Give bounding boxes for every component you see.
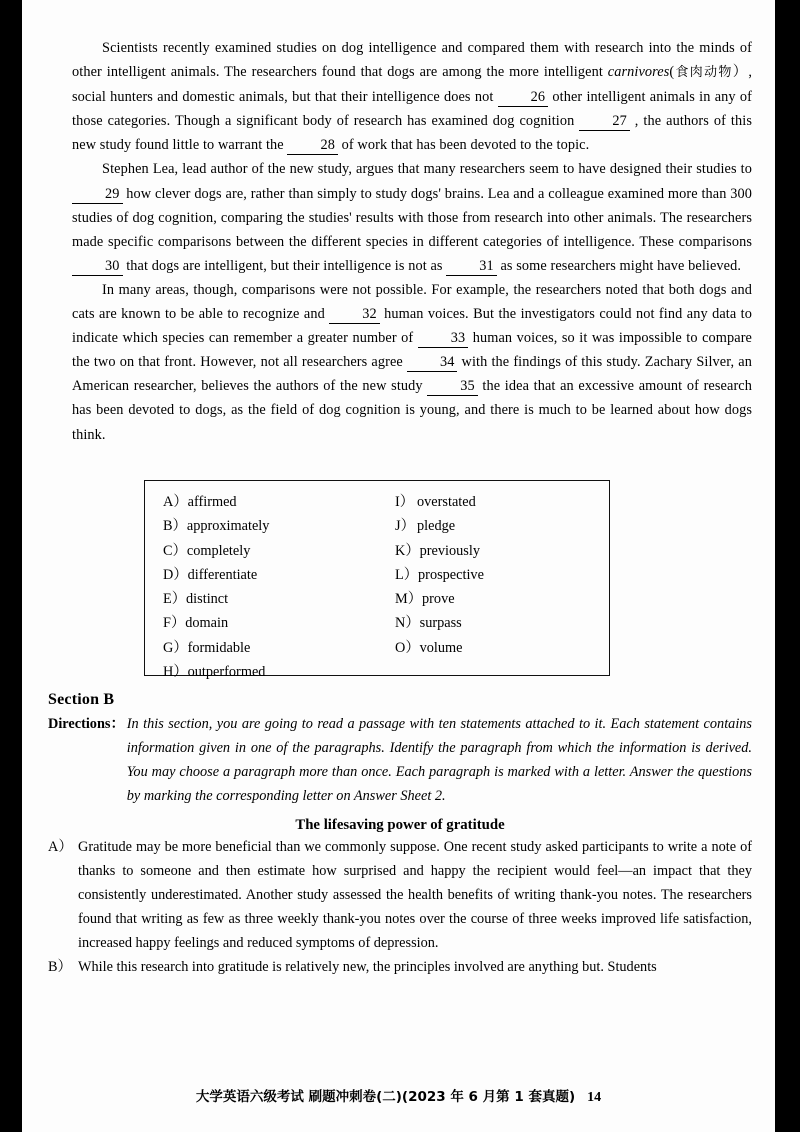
- word-bank-left-column: [163, 490, 377, 684]
- option-word: outperformed: [187, 664, 266, 681]
- answer-blank-26[interactable]: 26: [498, 88, 549, 107]
- option-word: formidable: [187, 639, 251, 656]
- option-word: affirmed: [187, 494, 237, 510]
- word-bank-option-I[interactable]: [395, 490, 609, 514]
- option-word: volume: [419, 639, 463, 656]
- text-run: In many areas, though, comparisons were not possible. For example, the researchers noted that both dogs and cats are known to be able to recognize and: [72, 281, 752, 323]
- word-bank-option-H[interactable]: [163, 660, 377, 684]
- word-bank-option-O[interactable]: [395, 636, 609, 660]
- answer-blank-35[interactable]: 35: [427, 377, 478, 396]
- text-run: Scientists recently examined studies on dog intelligence and compared them with research into the minds of other intelligent animals. The researchers found that dogs are among the more intelligent: [72, 40, 752, 81]
- word-bank-option-N[interactable]: [395, 611, 609, 635]
- option-letter: J）: [395, 518, 415, 535]
- passage-paragraph-1: [72, 36, 752, 157]
- text-run: human voices, so it was impossible to compare the two on that front. However, not all researchers agree: [72, 330, 752, 371]
- section-b-directions: [48, 712, 752, 808]
- option-word: domain: [185, 615, 229, 632]
- text-run: of work that has been devoted to the topic.: [337, 137, 590, 154]
- page-inner: [22, 0, 775, 1132]
- directions-label: Directions：: [48, 716, 125, 732]
- passage-paragraph-3: [72, 278, 752, 447]
- text-run: that dogs are intelligent, but their intelligence is not as: [122, 257, 447, 274]
- answer-blank-34[interactable]: 34: [407, 353, 458, 372]
- option-word: prove: [422, 591, 455, 608]
- option-letter: B）: [163, 518, 187, 535]
- option-letter: E）: [163, 591, 187, 608]
- text-run: with the findings of this study. Zachary Silver, an American researcher, believes the authors of the new study: [72, 354, 753, 395]
- section-b-heading: Section B: [48, 691, 115, 708]
- option-letter: L）: [395, 566, 419, 583]
- option-word: distinct: [186, 591, 229, 608]
- passage-item-B: [48, 955, 752, 979]
- answer-blank-33[interactable]: 33: [418, 329, 469, 348]
- answer-blank-27[interactable]: 27: [579, 112, 630, 131]
- word-bank-option-E[interactable]: [163, 587, 377, 611]
- section-b: [48, 691, 752, 980]
- text-run: human voices. But the investigators could not find any data to indicate which species can remember a greater number of: [72, 306, 752, 347]
- option-letter: A）: [163, 494, 188, 510]
- option-word: overstated: [417, 494, 476, 510]
- option-letter: O）: [395, 639, 420, 656]
- option-word: approximately: [186, 518, 270, 535]
- answer-blank-28[interactable]: 28: [287, 136, 338, 155]
- word-bank-option-F[interactable]: [163, 611, 377, 635]
- italic-term: carnivores: [607, 64, 670, 81]
- option-letter: I）: [395, 494, 415, 510]
- scanned-page: [22, 0, 775, 1132]
- option-letter: K）: [395, 542, 420, 559]
- option-word: differentiate: [187, 566, 258, 583]
- option-word: prospective: [418, 566, 484, 583]
- word-bank-option-D[interactable]: [163, 563, 377, 587]
- text-run: ）, social hunters and domestic animals, but that their intelligence does not: [72, 64, 752, 106]
- text-run: other intelligent animals in any of those categories. Though a significant body of research has examined dog cognition: [72, 89, 752, 130]
- paragraph-letter: B）: [48, 959, 72, 976]
- directions-text: In this section, you are going to read a passage with ten statements attached to it. Each statement contains information given in one of the paragraphs. Identify the paragraph from which the information is derived. You may choose a paragraph more than once. Each paragraph is marked with a letter. Answer the questions by marking the corresponding letter on Answer Sheet 2.: [126, 716, 752, 804]
- passage-paragraph-list: [48, 835, 752, 980]
- answer-blank-31[interactable]: 31: [446, 257, 497, 276]
- answer-blank-29[interactable]: 29: [72, 185, 123, 204]
- section-a-content: [72, 36, 752, 447]
- option-letter: M）: [395, 591, 423, 608]
- option-word: pledge: [417, 518, 456, 535]
- option-letter: N）: [395, 615, 420, 632]
- word-bank-option-L[interactable]: [395, 563, 609, 587]
- word-bank-option-B[interactable]: [163, 514, 377, 538]
- option-word: previously: [419, 542, 480, 559]
- text-run: , the authors of this new study found little to warrant the: [72, 113, 752, 154]
- option-word: surpass: [419, 615, 462, 632]
- option-letter: H）: [163, 664, 188, 681]
- chinese-gloss: 食肉动物: [674, 65, 733, 81]
- footer-title: 大学英语六级考试 刷题冲刺卷(二)(2023 年 6 月第 1 套真题): [195, 1089, 576, 1105]
- paragraph-text: While this research into gratitude is relatively new, the principles involved are anything but. Students: [78, 959, 657, 976]
- option-letter: F）: [163, 615, 186, 632]
- word-bank-option-M[interactable]: [395, 587, 609, 611]
- text-run: as some researchers might have believed.: [496, 257, 742, 274]
- word-bank-right-column: [377, 490, 609, 684]
- paragraph-text: Gratitude may be more beneficial than we commonly suppose. One recent study asked participants to write a note of thanks to someone and then estimate how surprised and happy the recipient would feel—an impact that they consistently underestimated. Another study assessed the health benefits of writing thank-you notes. The researchers found that writing as few as three weekly thank-you notes over the course of three weeks improved life satisfaction, increased happy feelings and reduced symptoms of depression.: [78, 839, 752, 952]
- footer-page-number: 14: [587, 1090, 602, 1105]
- word-bank-option-G[interactable]: [163, 636, 377, 660]
- paragraph-letter: A）: [48, 839, 73, 855]
- page-footer: [22, 1085, 775, 1106]
- word-bank-option-J[interactable]: [395, 514, 609, 538]
- option-letter: G）: [163, 639, 188, 656]
- passage-item-A: [48, 835, 752, 955]
- option-letter: D）: [163, 566, 188, 583]
- passage-paragraph-2: [72, 157, 752, 277]
- word-bank-option-K[interactable]: [395, 539, 609, 563]
- word-bank-option-A[interactable]: [163, 490, 377, 514]
- text-run: the idea that an excessive amount of research has been devoted to dogs, as the field of dog cognition is young, and there is much to be learned about how dogs think.: [72, 378, 752, 443]
- answer-blank-32[interactable]: 32: [329, 305, 380, 324]
- word-bank-box: [144, 480, 610, 681]
- passage-title: The lifesaving power of gratitude: [295, 817, 505, 833]
- text-run: Stephen Lea, lead author of the new study, argues that many researchers seem to have designed their studies to: [102, 161, 752, 178]
- word-bank-columns: [163, 490, 609, 684]
- answer-blank-30[interactable]: 30: [72, 257, 123, 276]
- option-letter: C）: [163, 542, 187, 559]
- text-run: how clever dogs are, rather than simply to study dogs' brains. Lea and a colleague examined more than 300 studies of dog cognition, comparing the studies' results with those from research into other animals. The researchers made specific comparisons between the different species in different categories of intelligence. These comparisons: [72, 185, 752, 250]
- text-run: (: [669, 64, 675, 81]
- option-word: completely: [186, 542, 251, 559]
- word-bank-option-C[interactable]: [163, 539, 377, 563]
